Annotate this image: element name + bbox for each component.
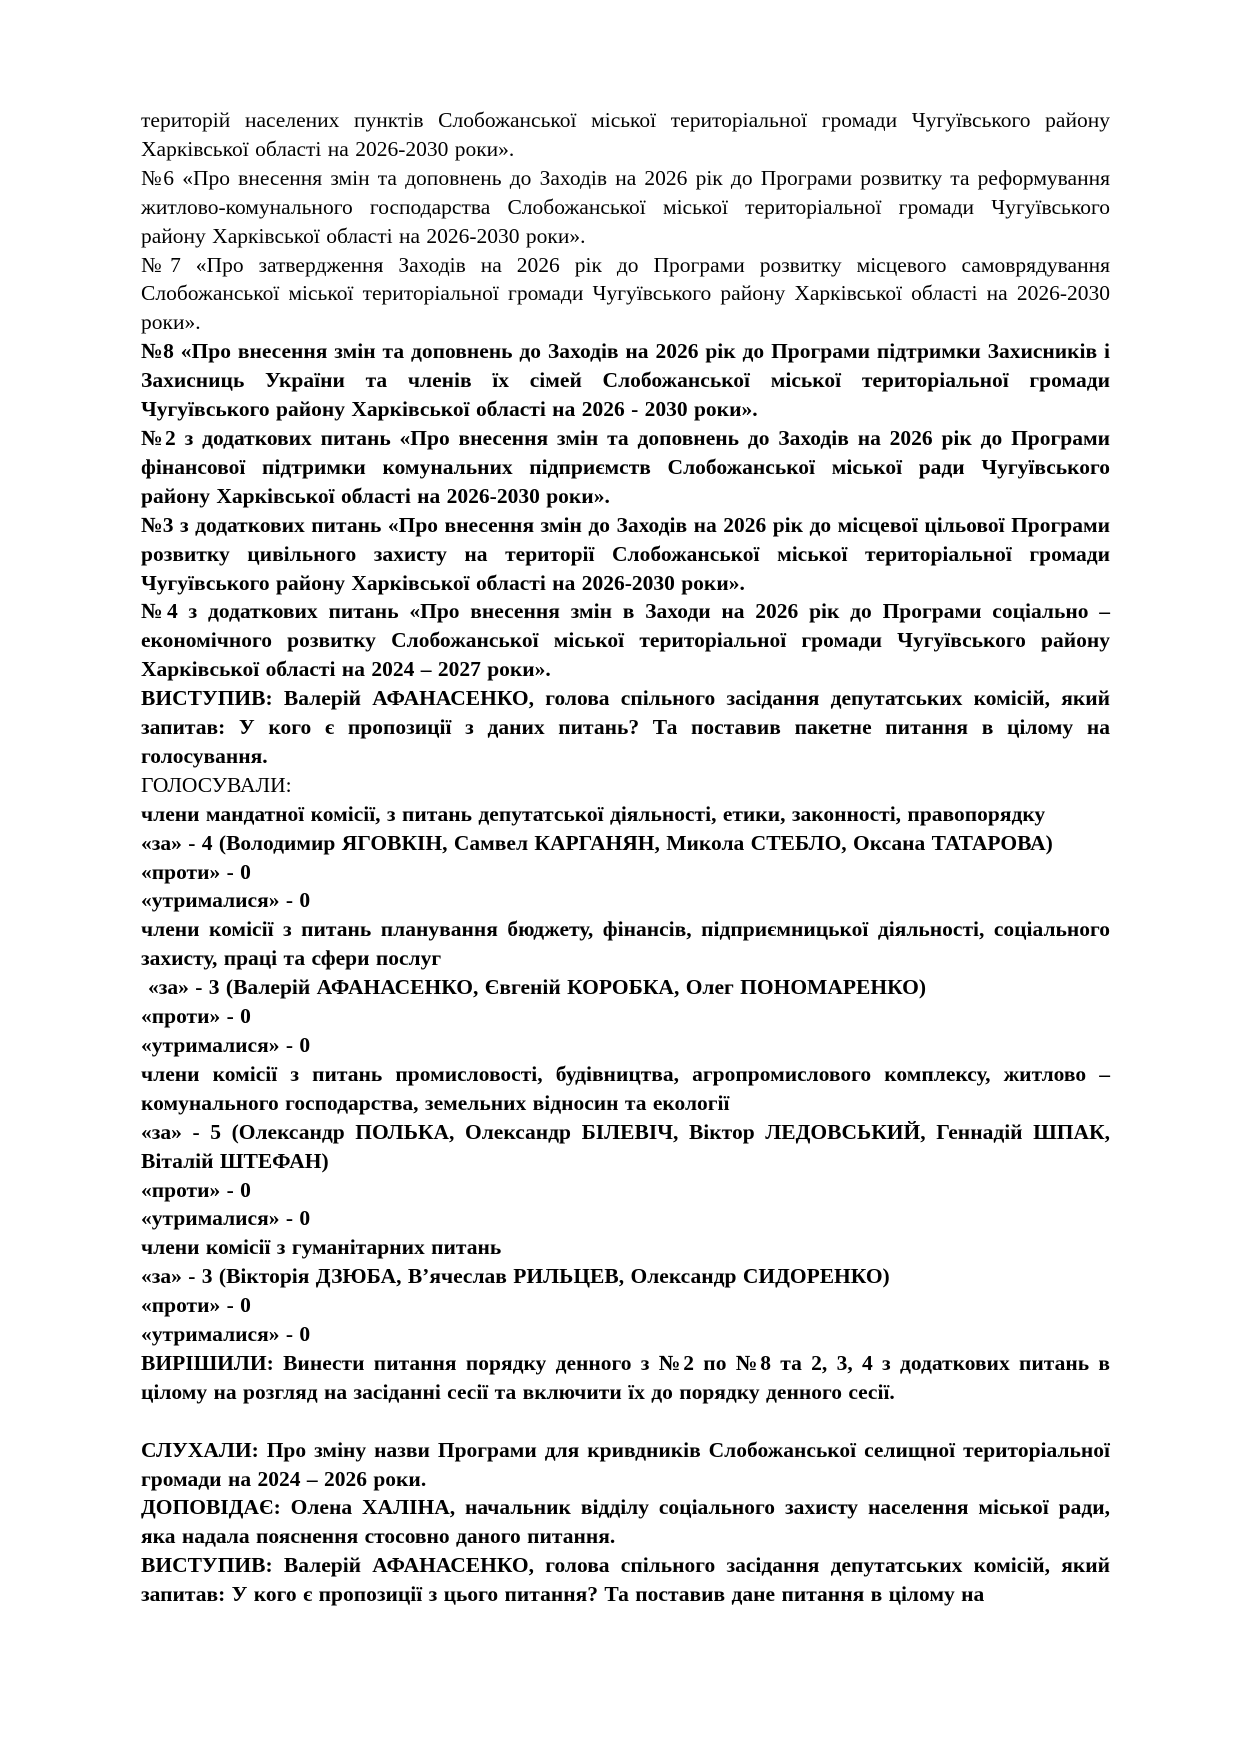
vote-utrymalysia-line: «утрималися» - 0	[141, 1033, 311, 1057]
resolution-vyrishyly: ВИРІШИЛИ: Винести питання порядку денного з №2 по №8 та 2, 3, 4 з додаткових питань в цілому на розгляд на засіданні сесії та включити їх до порядку денного сесії.	[141, 1350, 1110, 1404]
vote-proty-line: «проти» - 0	[141, 1004, 251, 1029]
voted-header: ГОЛОСУВАЛИ:	[141, 772, 292, 797]
dopovidaye: ДОПОВІДАЄ: Олена ХАЛІНА, начальник відділу соціального захисту населення міської ради, яка надала пояснення стосовно даного питання.	[141, 1495, 1110, 1549]
agenda-additional-item-4: №4 з додаткових питань «Про внесення змін в Заходи на 2026 рік до Програми соціально – економічного розвитку Слобожанської міської територіальної громади Чугуївського району Харківської області на 2024 – 2027 роки».	[141, 599, 1110, 682]
vote-proty-line: «проти» - 0	[141, 1293, 251, 1318]
commission-humanitarian-header: члени комісії з гуманітарних питань	[141, 1235, 502, 1260]
agenda-item-6: №6 «Про внесення змін та доповнень до Заходів на 2026 рік до Програми розвитку та реформування житлово-комунального господарства Слобожанської міської територіальної громади Чугуївського району Харківської області на 2026-2030 роки».	[141, 165, 1110, 248]
slukhaly-item: СЛУХАЛИ: Про зміну назви Програми для кривдників Слобожанської селищної територіальної громади на 2024 – 2026 роки.	[141, 1437, 1110, 1491]
vote-proty-line: «проти» - 0	[141, 1177, 251, 1202]
agenda-item-7: №7 «Про затвердження Заходів на 2026 рік до Програми розвитку місцевого самоврядування Слобожанської міської територіальної громади Чугуївського району Харківської області на 2026-2030 роки».	[141, 252, 1110, 335]
vote-za-line: «за» - 5 (Олександр ПОЛЬКА, Олександр БІЛЕВІЧ, Віктор ЛЕДОВСЬКИЙ, Геннадій ШПАК, Віталій ШТЕФАН)	[141, 1119, 1110, 1173]
speech-vystupyv-2: ВИСТУПИВ: Валерій АФАНАСЕНКО, голова спільного засідання депутатських комісій, який запитав: У кого є пропозиції з цього питання? Та поставив дане питання в цілому на	[141, 1553, 1110, 1607]
agenda-additional-item-2: №2 з додаткових питань «Про внесення змін та доповнень до Заходів на 2026 рік до Програми фінансової підтримки комунальних підприємств Слобожанської міської ради Чугуївського району Харківської області на 2026-2030 роки».	[141, 425, 1110, 508]
commission-industry-header: члени комісії з питань промисловості, будівництва, агропромислового комплексу, житлово – комунального господарства, земельних відносин та екології	[141, 1061, 1110, 1115]
agenda-item-8: №8 «Про внесення змін та доповнень до Заходів на 2026 рік до Програми підтримки Захисників і Захисниць України та членів їх сімей Слобожанської міської територіальної громади Чугуївського району Харківської області на 2026 - 2030 роки».	[141, 339, 1110, 422]
vote-proty-line: «проти» - 0	[141, 859, 251, 884]
vote-za-line: «за» - 4 (Володимир ЯГОВКІН, Самвел КАРГАНЯН, Микола СТЕБЛО, Оксана ТАТАРОВА)	[141, 830, 1053, 855]
agenda-additional-item-3: №3 з додаткових питань «Про внесення змін до Заходів на 2026 рік до місцевої цільової Програми розвитку цивільного захисту на території Слобожанської міської територіальної громади Чугуївського району Харківської області на 2026-2030 роки».	[141, 512, 1110, 595]
vote-za-line: «за» - 3 (Валерій АФАНАСЕНКО, Євгеній КОРОБКА, Олег ПОНОМАРЕНКО)	[148, 975, 927, 1000]
vote-utrymalysia-line: «утрималися» - 0	[141, 1206, 311, 1231]
commission-mandate-header: члени мандатної комісії, з питань депутатської діяльності, етики, законності, правопорядку	[141, 801, 1046, 826]
commission-budget-header: члени комісії з питань планування бюджету, фінансів, підприємницької діяльності, соціального захисту, праці та сфери послуг	[141, 917, 1110, 971]
speech-vystupyv: ВИСТУПИВ: Валерій АФАНАСЕНКО, голова спільного засідання депутатських комісій, який запитав: У кого є пропозиції з даних питань? Та поставив пакетне питання в цілому на голосування.	[141, 686, 1110, 768]
agenda-item-continuation: територій населених пунктів Слобожанської міської територіальної громади Чугуївського району Харківської області на 2026-2030 роки».	[141, 108, 1110, 161]
vote-za-line: «за» - 3 (Вікторія ДЗЮБА, В’ячеслав РИЛЬЦЕВ, Олександр СИДОРЕНКО)	[141, 1264, 890, 1289]
vote-utrymalysia-line: «утрималися» - 0	[141, 1322, 311, 1347]
vote-utrymalysia-line: «утрималися» - 0	[141, 888, 311, 913]
